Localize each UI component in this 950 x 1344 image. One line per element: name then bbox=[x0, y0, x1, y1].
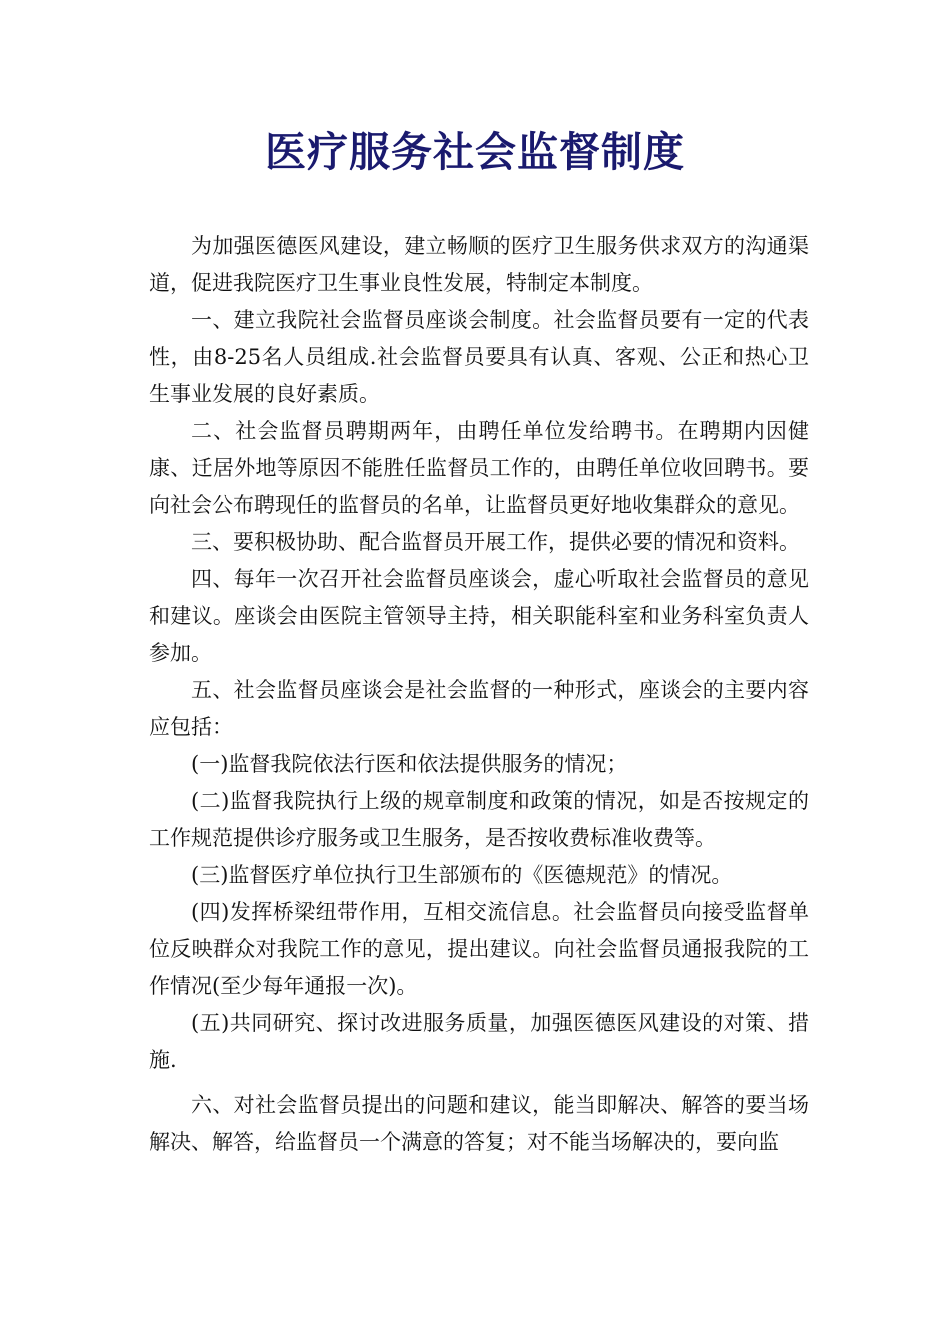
paragraph-3: 三、要积极协助、配合监督员开展工作，提供必要的情况和资料。 bbox=[191, 530, 800, 554]
document-title: 医疗服务社会监督制度 bbox=[265, 128, 685, 176]
document-body bbox=[149, 228, 809, 1161]
paragraph-5-item-4: (四)发挥桥梁纽带作用，互相交流信息。社会监督员向接受监督单位反映群众对我院工作的意见，提出建议。向社会监督员通报我院的工作情况(至少每年通报一次)。 bbox=[149, 900, 809, 998]
paragraph-5: 五、社会监督员座谈会是社会监督的一种形式，座谈会的主要内容应包括： bbox=[149, 678, 809, 739]
paragraph-5-item-1: (一)监督我院依法行医和依法提供服务的情况； bbox=[191, 752, 628, 776]
paragraph-5-item-3: (三)监督医疗单位执行卫生部颁布的《医德规范》的情况。 bbox=[191, 863, 733, 887]
paragraph-6: 六、对社会监督员提出的问题和建议，能当即解决、解答的要当场解决、解答，给监督员一个满意的答复；对不能当场解决的，要向监 bbox=[149, 1093, 809, 1154]
paragraph-5-item-5: (五)共同研究、探讨改进服务质量，加强医德医风建设的对策、措施. bbox=[149, 1011, 809, 1072]
paragraph-5-item-2: (二)监督我院执行上级的规章制度和政策的情况，如是否按规定的工作规范提供诊疗服务或卫生服务，是否按收费标准收费等。 bbox=[149, 789, 809, 850]
paragraph-4: 四、每年一次召开社会监督员座谈会，虚心听取社会监督员的意见和建议。座谈会由医院主管领导主持，相关职能科室和业务科室负责人参加。 bbox=[149, 567, 809, 665]
paragraph-2: 二、社会监督员聘期两年，由聘任单位发给聘书。在聘期内因健康、迁居外地等原因不能胜任监督员工作的，由聘任单位收回聘书。要向社会公布聘现任的监督员的名单，让监督员更好地收集群众的意见。 bbox=[149, 419, 809, 517]
paragraph-intro: 为加强医德医风建设，建立畅顺的医疗卫生服务供求双方的沟通渠道，促进我院医疗卫生事业良性发展，特制定本制度。 bbox=[149, 234, 809, 295]
paragraph-1: 一、建立我院社会监督员座谈会制度。社会监督员要有一定的代表性，由8-25名人员组成.社会监督员要具有认真、客观、公正和热心卫生事业发展的良好素质。 bbox=[149, 308, 809, 406]
